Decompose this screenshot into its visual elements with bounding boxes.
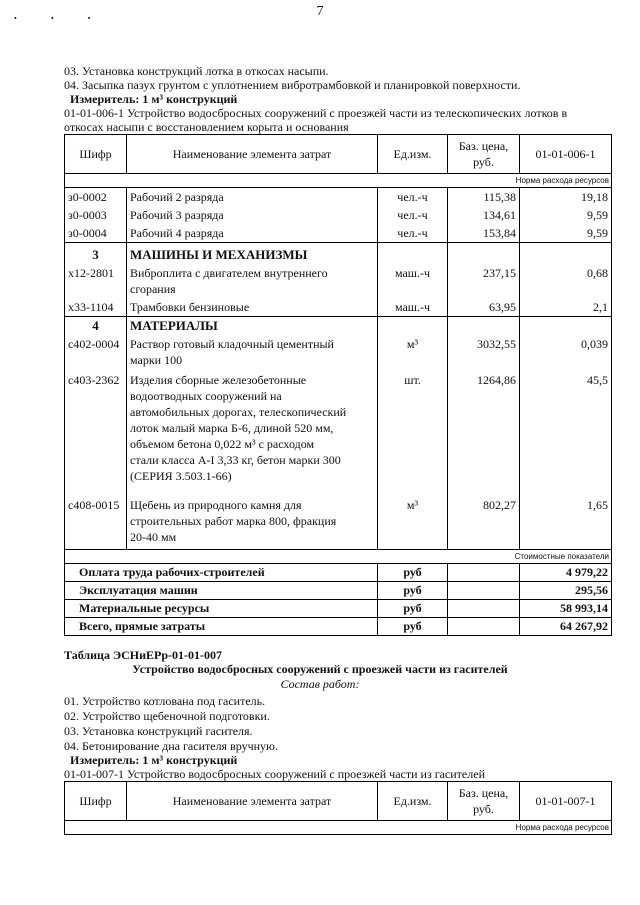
header-unit: Ед.изм. <box>378 135 448 174</box>
composition-label: Состав работ: <box>280 677 360 691</box>
section-machines: 3 МАШИНЫ И МЕХАНИЗМЫ <box>65 243 612 265</box>
table-row: з0-0004 Рабочий 4 разряда чел.-ч 153,84 9,59 <box>65 224 612 243</box>
total-row: Оплата труда рабочих-строителей руб 4 979,22 <box>65 564 612 582</box>
header-norm-code: 01-01-006-1 <box>520 135 612 174</box>
resource-table-01-01-006 <box>64 134 612 636</box>
header-norm-code: 01-01-007-1 <box>520 782 612 821</box>
section-materials: 4 МАТЕРИАЛЫ <box>65 317 612 336</box>
header-price: Баз. цена, руб. <box>448 782 520 821</box>
cost-indicators-label: Стоимостные показатели <box>65 550 612 564</box>
table2-header-row <box>65 782 612 821</box>
work-step: 04. Бетонирование дна гасителя вручную. <box>64 739 279 753</box>
table-row: х33-1104 Трамбовки бензиновые маш.-ч 63,95 2,1 <box>65 298 612 317</box>
table2-title: Таблица ЭСНиЕРр-01-01-007 <box>64 648 223 662</box>
norm-label: Норма расхода ресурсов <box>65 174 612 188</box>
measure-label: Измеритель: 1 м³ конструкций <box>70 92 238 106</box>
page-number: 7 <box>316 4 324 19</box>
norm-label-2: Норма расхода ресурсов <box>65 821 612 835</box>
measure-label-2: Измеритель: 1 м³ конструкций <box>70 753 238 767</box>
code-description-line2: откосах насыпи с восстановлением корыта и основания <box>64 120 349 134</box>
table-row: с402-0004 Раствор готовый кладочный цементный марки 100 м³ 3032,55 0,039 <box>65 335 612 369</box>
work-step: 01. Устройство котлована под гаситель. <box>64 694 266 708</box>
total-row: Всего, прямые затраты руб 64 267,92 <box>65 618 612 636</box>
table-row: з0-0003 Рабочий 3 разряда чел.-ч 134,61 9,59 <box>65 206 612 224</box>
table-row: х12-2801 Виброплита с двигателем внутреннего сгорания маш.-ч 237,15 0,68 <box>65 264 612 298</box>
code-description-2: 01-01-007-1 Устройство водосбросных сооружений с проезжей части из гасителей <box>64 767 485 781</box>
header-code: Шифр <box>65 782 127 821</box>
work-step: 02. Устройство щебеночной подготовки. <box>64 709 270 723</box>
resource-table-01-01-007 <box>64 781 612 835</box>
table-row: з0-0002 Рабочий 2 разряда чел.-ч 115,38 19,18 <box>65 188 612 207</box>
table-row: с403-2362 Изделия сборные железобетонные водоотводных сооружений на автомобильных дорогах, телескопический лоток малый марка Б-6, длиной 520 мм, объемом бетона 0,022 м³ с расходом стали класса А-I 3,33 кг, бетон марки 300 (СЕРИЯ 3.503.1-66) шт. 1264,86 45,5 <box>65 369 612 496</box>
intro-line-4: 04. Засыпка пазух грунтом с уплотнением вибротрамбовкой и планировкой поверхности. <box>64 78 521 92</box>
total-row: Материальные ресурсы руб 58 993,14 <box>65 600 612 618</box>
corner-marks: ••• <box>14 14 125 23</box>
header-name: Наименование элемента затрат <box>127 782 378 821</box>
header-unit: Ед.изм. <box>378 782 448 821</box>
table-header-row <box>65 135 612 174</box>
total-row: Эксплуатация машин руб 295,56 <box>65 582 612 600</box>
header-name: Наименование элемента затрат <box>127 135 378 174</box>
header-code: Шифр <box>65 135 127 174</box>
code-description-line1: 01-01-006-1 Устройство водосбросных сооружений с проезжей части из телескопических лотков в <box>64 106 568 120</box>
intro-line-3: 03. Установка конструкций лотка в откосах насыпи. <box>64 64 329 78</box>
table2-subtitle: Устройство водосбросных сооружений с проезжей части из гасителей <box>132 662 508 676</box>
work-step: 03. Установка конструкций гасителя. <box>64 724 253 738</box>
table-row: с408-0015 Щебень из природного камня для строительных работ марка 800, фракция 20-40 мм м³ 802,27 1,65 <box>65 496 612 550</box>
header-price: Баз. цена, руб. <box>448 135 520 174</box>
